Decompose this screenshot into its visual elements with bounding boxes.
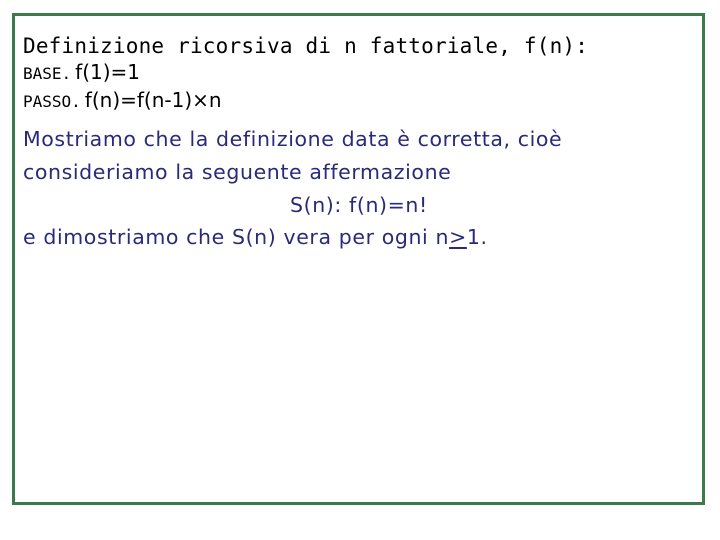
body-line-2: consideriamo la seguente affermazione (23, 160, 452, 184)
recursive-step (23, 88, 222, 112)
body-line-1: Mostriamo che la definizione data è corretta, cioè (23, 127, 563, 151)
body-line-4 (23, 225, 488, 249)
definition-title: Definizione ricorsiva di n fattoriale, f(n): (23, 34, 589, 58)
base-label: BASE. (23, 64, 72, 83)
step-label: PASSO. (23, 92, 81, 111)
body-line-4-suffix: 1. (466, 225, 488, 249)
step-formula: f(n)=f(n-1)×n (84, 88, 222, 112)
geq-relation: > (449, 225, 467, 249)
body-line-4-prefix: e dimostriamo che S(n) vera per ogni n (23, 225, 450, 249)
base-formula: f(1)=1 (75, 60, 141, 84)
statement-line: S(n): f(n)=n! (290, 193, 428, 217)
base-case (23, 60, 140, 84)
slide-frame (12, 13, 705, 505)
